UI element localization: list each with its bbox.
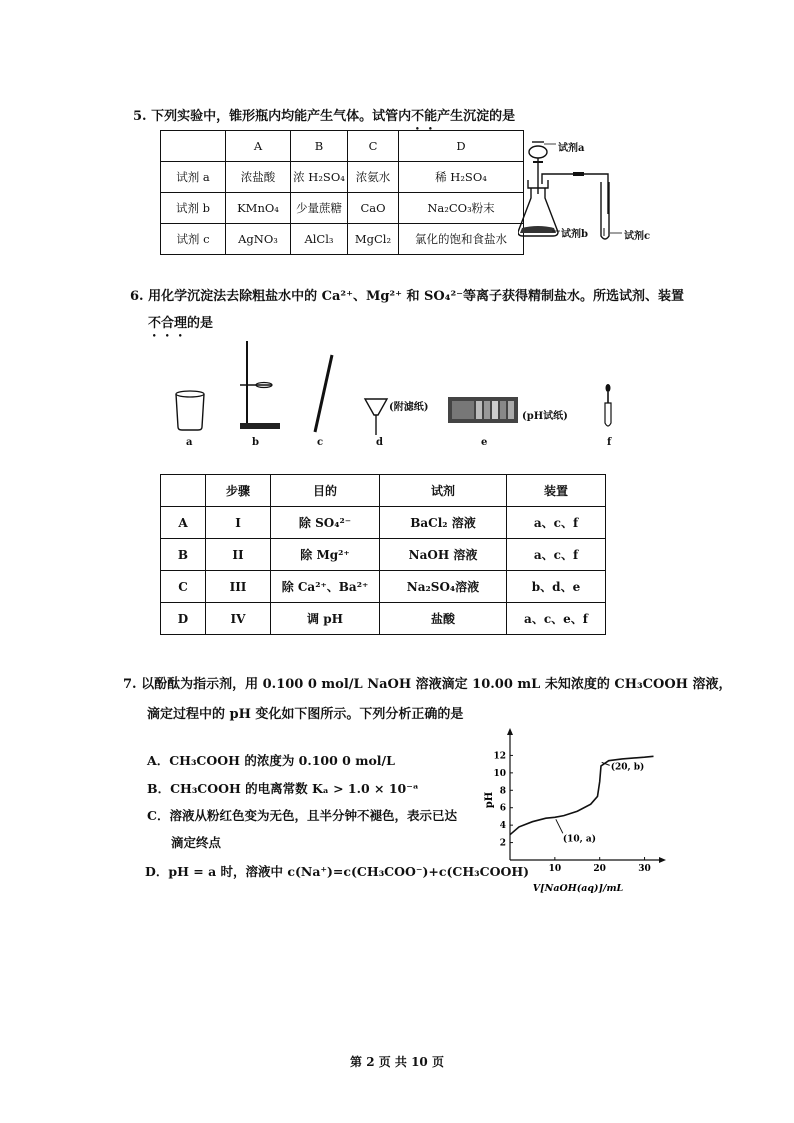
q6-header-cell: 目的: [271, 475, 380, 507]
table-cell: CaO: [348, 193, 399, 224]
q5-header-cell: D: [399, 131, 524, 162]
annotation-arrow: [556, 819, 563, 833]
ph-paper-label: (pH试纸): [522, 411, 568, 422]
table-cell: 少量蔗糖: [291, 193, 348, 224]
table-cell: 浓 H₂SO₄: [291, 162, 348, 193]
titration-chart: [478, 728, 668, 896]
table-cell: III: [206, 571, 271, 603]
q5-header-cell: [161, 131, 226, 162]
x-axis-label: V[NaOH(aq)]/mL: [532, 883, 624, 894]
y-axis-arrow-icon: [507, 728, 513, 735]
table-cell: Na₂SO₄溶液: [380, 571, 507, 603]
q7-option-a: A．CH₃COOH 的浓度为 0.100 0 mol/L: [147, 753, 395, 768]
q7-stem-line2: 滴定过程中的 pH 变化如下图所示。下列分析正确的是: [147, 707, 464, 722]
instrument-letter-d: d: [376, 437, 383, 448]
beaker-icon: [176, 391, 204, 430]
q5-apparatus-diagram: [518, 132, 678, 246]
q5-dotted-word: 不能: [411, 109, 438, 124]
q6-table: [160, 474, 606, 635]
annotation-label: (20, b): [610, 762, 645, 773]
table-cell: 浓盐酸: [226, 162, 291, 193]
instrument-letter-b: b: [252, 437, 259, 448]
table-cell: I: [206, 507, 271, 539]
q7-option-b: B．CH₃COOH 的电离常数 Kₐ > 1.0 × 10⁻ᵃ: [147, 781, 419, 796]
table-cell: A: [161, 507, 206, 539]
table-cell: II: [206, 539, 271, 571]
y-tick-label: 10: [493, 768, 506, 779]
reagent-c-label: 试剂c: [624, 231, 651, 242]
table-cell: B: [161, 539, 206, 571]
filter-paper-label: (附滤纸): [389, 402, 429, 413]
table-row: [161, 507, 606, 539]
table-cell: AlCl₃: [291, 224, 348, 255]
y-tick-label: 2: [499, 838, 506, 849]
table-cell: 试剂 c: [161, 224, 226, 255]
table-cell: a、c、f: [507, 539, 606, 571]
funnel-icon: [365, 399, 387, 435]
q6-header-cell: 装置: [507, 475, 606, 507]
x-tick-label: 30: [638, 864, 651, 874]
table-cell: 调 pH: [271, 603, 380, 635]
q7-option-c: C．溶液从粉红色变为无色，且半分钟不褪色，表示已达: [147, 808, 457, 823]
table-row: [161, 571, 606, 603]
q5-table: [160, 130, 524, 255]
q6-header-cell: [161, 475, 206, 507]
glass-rod-icon: [315, 355, 332, 432]
table-cell: 浓氨水: [348, 162, 399, 193]
table-row: [161, 224, 524, 255]
table-cell: 稀 H₂SO₄: [399, 162, 524, 193]
reagent-b-label: 试剂b: [561, 229, 588, 240]
q6-header-cell: 步骤: [206, 475, 271, 507]
q6-stem-suffix: 的是: [187, 316, 214, 331]
table-cell: NaOH 溶液: [380, 539, 507, 571]
q6-table-header: [161, 475, 606, 507]
q6-stem-line1: 6. 用化学沉淀法去除粗盐水中的 Ca²⁺、Mg²⁺ 和 SO₄²⁻等离子获得精制盐水。所选试剂、装置: [130, 289, 684, 304]
q5-table-header: [161, 131, 524, 162]
y-tick-label: 6: [499, 803, 506, 814]
q5-header-cell: B: [291, 131, 348, 162]
q7-option-d: D．pH = a 时，溶液中 c(Na⁺)=c(CH₃COO⁻)+c(CH₃COOH): [145, 864, 530, 879]
x-tick-label: 20: [593, 864, 606, 874]
table-cell: 除 Ca²⁺、Ba²⁺: [271, 571, 380, 603]
y-tick-label: 8: [499, 786, 506, 797]
table-cell: IV: [206, 603, 271, 635]
q6-header-cell: 试剂: [380, 475, 507, 507]
q5-header-cell: A: [226, 131, 291, 162]
table-cell: D: [161, 603, 206, 635]
instrument-letter-f: f: [607, 437, 612, 448]
table-cell: 盐酸: [380, 603, 507, 635]
q7-option-c-continued: 滴定终点: [171, 835, 222, 850]
table-cell: AgNO₃: [226, 224, 291, 255]
y-axis-label: pH: [484, 791, 495, 809]
dropper-icon: [605, 384, 611, 426]
delivery-tube: [542, 174, 608, 214]
table-cell: 除 Mg²⁺: [271, 539, 380, 571]
y-tick-label: 12: [493, 751, 506, 762]
table-cell: Na₂CO₃粉末: [399, 193, 524, 224]
table-cell: C: [161, 571, 206, 603]
table-cell: MgCl₂: [348, 224, 399, 255]
reagent-a-label: 试剂a: [558, 143, 585, 154]
q5-stem-prefix: 5. 下列实验中，锥形瓶内均能产生气体。试管内: [133, 109, 412, 124]
iron-stand-icon: [240, 341, 280, 429]
instrument-letter-e: e: [481, 437, 488, 448]
instrument-letter-c: c: [317, 437, 324, 448]
table-row: [161, 539, 606, 571]
table-cell: a、c、f: [507, 507, 606, 539]
q7-stem-line1: 7. 以酚酞为指示剂，用 0.100 0 mol/L NaOH 溶液滴定 10.00 mL 未知浓度的 CH₃COOH 溶液，: [123, 677, 732, 692]
table-cell: b、d、e: [507, 571, 606, 603]
table-cell: 试剂 a: [161, 162, 226, 193]
table-cell: a、c、e、f: [507, 603, 606, 635]
table-cell: KMnO₄: [226, 193, 291, 224]
x-tick-label: 10: [548, 864, 562, 874]
q6-dotted-word: 不合理: [148, 316, 188, 331]
table-cell: 氯化的饱和食盐水: [399, 224, 524, 255]
q5-stem-suffix: 产生沉淀的是: [437, 109, 516, 124]
annotation-label: (10, a): [562, 834, 596, 845]
ph-paper-chart-icon: [448, 397, 518, 423]
instrument-letter-a: a: [186, 437, 193, 448]
funnel-bulb-icon: [529, 146, 547, 158]
q5-header-cell: C: [348, 131, 399, 162]
page-number-footer: 第 2 页 共 10 页: [350, 1055, 444, 1069]
table-row: [161, 193, 524, 224]
table-cell: 试剂 b: [161, 193, 226, 224]
table-cell: BaCl₂ 溶液: [380, 507, 507, 539]
x-axis-arrow-icon: [659, 857, 666, 863]
y-tick-label: 4: [499, 821, 506, 832]
table-row: [161, 162, 524, 193]
table-cell: 除 SO₄²⁻: [271, 507, 380, 539]
table-row: [161, 603, 606, 635]
